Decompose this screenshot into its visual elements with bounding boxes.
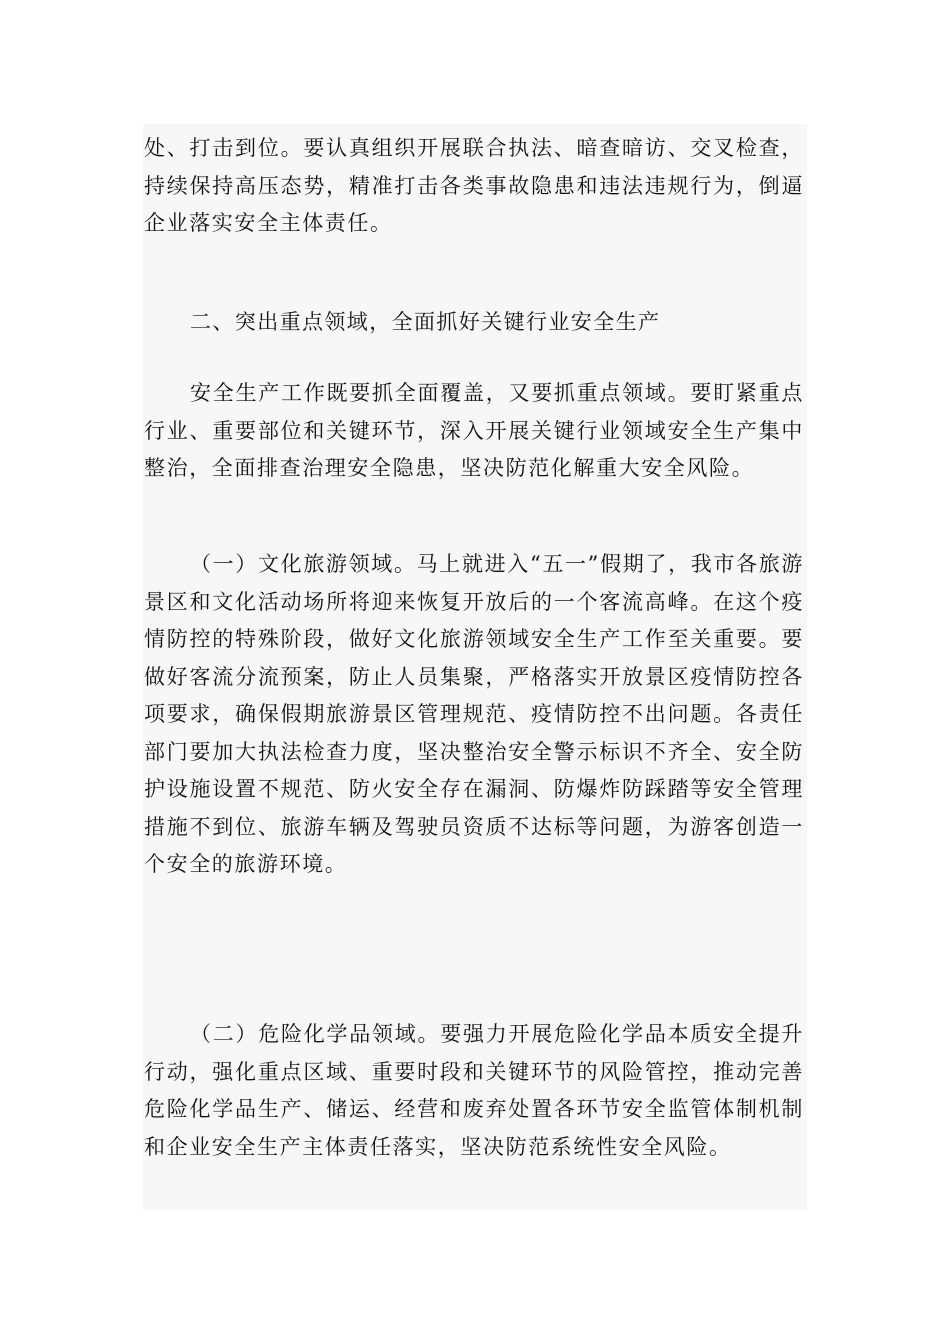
paragraph-hazardous-chemicals: （二）危险化学品领域。要强力开展危险化学品本质安全提升行动，强化重点区域、重要时段和关键环节的风险管控，推动完善危险化学品生产、储运、经营和废弃处置各环节安全监管体制机制和企业安全生产主体责任落实，坚决防范系统性安全风险。 [144,1022,804,1159]
section-heading: 二、突出重点领域，全面抓好关键行业安全生产 [190,310,661,334]
paragraph-culture-tourism: （一）文化旅游领域。马上就进入“五一”假期了，我市各旅游景区和文化活动场所将迎来恢复开放后的一个客流高峰。在这个疫情防控的特殊阶段，做好文化旅游领域安全生产工作至关重要。要做好客流分流预案，防止人员集聚，严格落实开放景区疫情防控各项要求，确保假期旅游景区管理规范、疫情防控不出问题。各责任部门要加大执法检查力度，坚决整治安全警示标识不齐全、安全防护设施设置不规范、防火安全存在漏洞、防爆炸防踩踏等安全管理措施不到位、旅游车辆及驾驶员资质不达标等问题，为游客创造一个安全的旅游环境。 [144,552,804,876]
paragraph-intro: 安全生产工作既要抓全面覆盖，又要抓重点领域。要盯紧重点行业、重要部位和关键环节，深入开展关键行业领域安全生产集中整治，全面排查治理安全隐患，坚决防范化解重大安全风险。 [144,381,804,480]
paragraph-continuation: 处、打击到位。要认真组织开展联合执法、暗查暗访、交叉检查，持续保持高压态势，精准打击各类事故隐患和违法违规行为，倒逼企业落实安全主体责任。 [144,136,804,235]
